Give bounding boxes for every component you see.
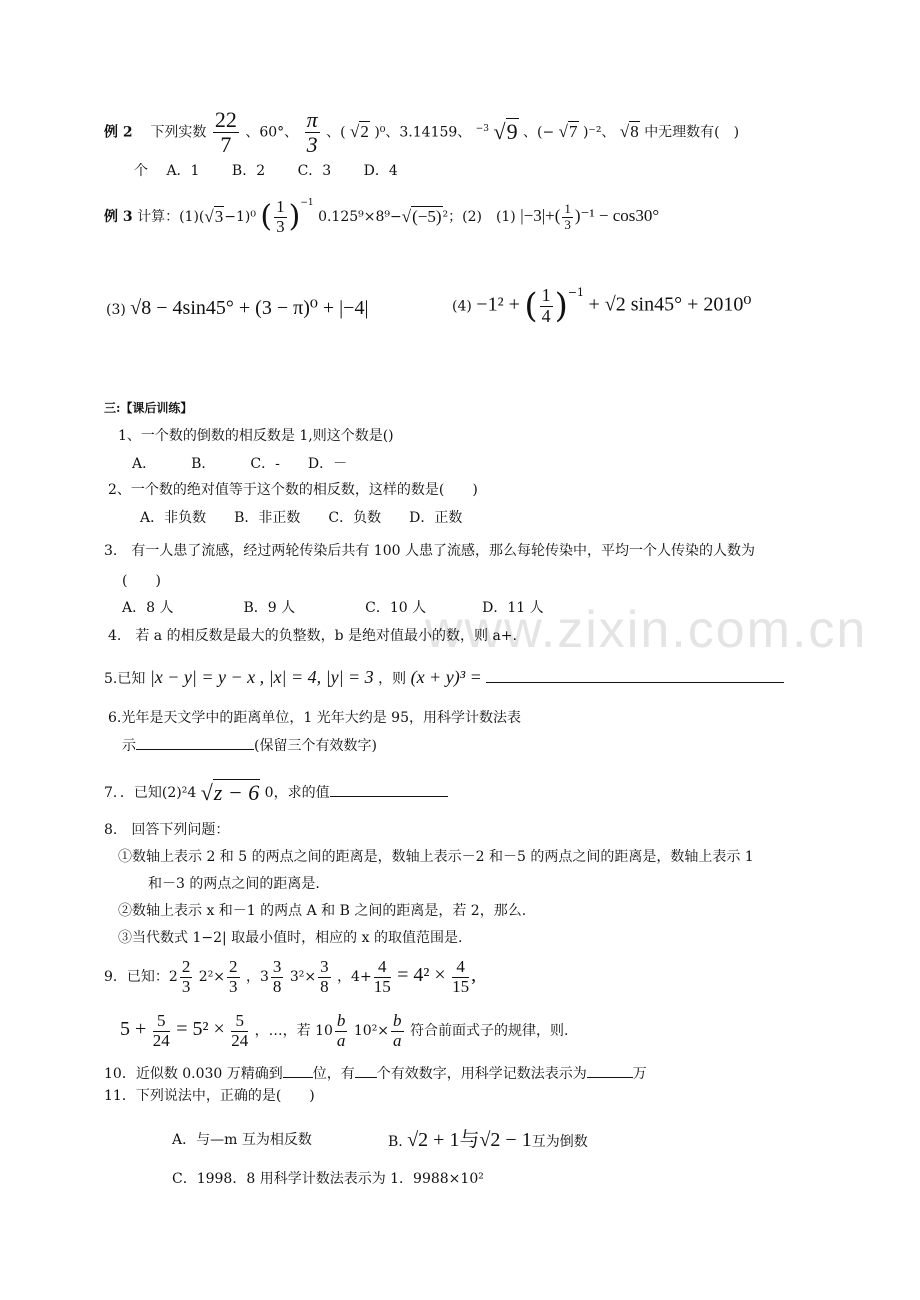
example-3-line1 xyxy=(104,198,659,236)
question-11-option-c: C．1998．8 用科学计数法表示为 1．9988×10² xyxy=(172,1171,484,1187)
sqrt-2: √2 xyxy=(350,122,369,142)
text: 5.已知 xyxy=(104,671,146,687)
text: ，则 xyxy=(378,671,407,687)
fraction: $\frac{5}{24}$ xyxy=(231,1011,249,1050)
sqrt-7: √7 xyxy=(558,122,578,142)
question-11-option-b xyxy=(388,1128,588,1152)
question-3-bracket: ( ) xyxy=(122,573,161,589)
question-4: 4. 若 a 的相反数是最大的负整数，b 是绝对值最小的数，则 a+. xyxy=(108,628,517,644)
part-label: (4) xyxy=(452,298,472,315)
part-label: (3) xyxy=(106,302,126,318)
paren: ( xyxy=(524,286,538,326)
text: 7．．已知(2)²4 xyxy=(104,785,197,802)
text: 互为倒数 xyxy=(531,1134,588,1150)
text: )⁻²、 xyxy=(582,124,616,141)
text: ，4+ xyxy=(337,969,372,986)
math-expression: |x − y| = y − x , |x| = 4, |y| = 3 xyxy=(149,667,374,687)
text: 3²× xyxy=(289,969,317,986)
text: 0，求的值 xyxy=(264,785,330,802)
exponent: −1 xyxy=(300,198,314,208)
question-11: 11．下列说法中，正确的是( ) xyxy=(104,1088,315,1104)
answer-blank[interactable] xyxy=(486,682,784,683)
question-6: 6.光年是天文学中的距离单位，1 光年大约是 95，用科学计数法表 xyxy=(108,710,521,726)
section-header: 三:【课后训练】 xyxy=(104,401,193,415)
question-6-line2 xyxy=(122,738,377,755)
question-1: 1、一个数的倒数的相反数是 1,则这个数是() xyxy=(118,428,394,444)
math-expression: √2 + 1与√2 − 1 xyxy=(407,1129,532,1151)
text: 2²× xyxy=(198,969,226,986)
example-label: 例 3 xyxy=(104,209,133,226)
answer-blank[interactable] xyxy=(330,796,448,797)
fraction: $\frac{3}{8}$ xyxy=(272,957,282,996)
fraction: $\frac{4}{15}$ xyxy=(452,957,470,996)
text: 9．已知：2 xyxy=(104,969,178,986)
question-11-option-a: A．与—m 互为相反数 xyxy=(172,1132,312,1148)
text: 个有效数字，用科学记数法表示为 xyxy=(376,1066,587,1082)
text: (保留三个有效数字) xyxy=(254,738,377,754)
text: 、( xyxy=(326,124,346,141)
watermark: www.zixin.com.cn xyxy=(425,601,868,659)
text: 10．近似数 0.030 万精确到 xyxy=(104,1066,283,1082)
fraction: $\frac{4}{15}$ xyxy=(373,957,391,996)
fraction-1-3: $\frac{1}{3}$ xyxy=(564,201,571,232)
sqrt-8: √8 xyxy=(619,122,639,142)
math-expression: −1² + xyxy=(476,293,520,316)
answer-blank[interactable] xyxy=(136,749,254,750)
sqrt-3: √3 xyxy=(204,206,224,226)
text: 示 xyxy=(122,738,136,754)
paren: ) xyxy=(288,199,301,235)
example-3-line2b xyxy=(452,286,751,327)
answer-blank[interactable] xyxy=(587,1077,633,1078)
answer-blank[interactable] xyxy=(283,1077,313,1078)
text: 万 xyxy=(632,1066,647,1082)
math-text: 5 + xyxy=(120,1018,147,1041)
sqrt-z-minus-6: √z − 6 xyxy=(200,780,260,805)
question-9-line1 xyxy=(104,958,476,996)
math-expression: + √2 sin45° + 2010⁰ xyxy=(588,293,752,316)
question-8-part1-cont: 和－3 的两点之间的距离是. xyxy=(148,876,320,892)
fraction: $\frac{2}{3}$ xyxy=(181,957,191,996)
question-8-part1: ①数轴上表示 2 和 5 的两点之间的距离是，数轴上表示－2 和－5 的两点之间的距离是，数轴上表示 1 xyxy=(118,849,754,865)
fraction-pi-3: $\frac{\pi}{3}$ xyxy=(306,107,318,158)
fraction: $\frac{2}{3}$ xyxy=(229,957,238,996)
question-5 xyxy=(104,667,784,689)
fraction-1-3: $\frac{1}{3}$ xyxy=(276,197,285,236)
paren: ( xyxy=(260,199,273,235)
text: 下列实数 xyxy=(150,124,207,141)
text: 位，有 xyxy=(312,1066,355,1082)
text: 10²× xyxy=(353,1023,390,1040)
text: 符合前面式子的规律，则. xyxy=(410,1023,569,1040)
text: 中无理数有( ) xyxy=(644,124,740,141)
text: ²；(2) (1) xyxy=(442,209,516,226)
answer-blank[interactable] xyxy=(355,1077,377,1078)
text: )⁰、3.14159、 xyxy=(374,124,472,141)
question-7 xyxy=(104,780,448,806)
fraction-b-a: $\frac{b}{a}$ xyxy=(336,1011,346,1050)
text: ，…，若 10 xyxy=(254,1023,333,1040)
question-1-options: A． B． C．- D．－ xyxy=(132,456,348,472)
question-8-part3: ③当代数式 1−2| 取最小值时，相应的 x 的取值范围是. xyxy=(118,930,463,946)
text: ，3 xyxy=(245,969,269,986)
root-9: √9 xyxy=(493,119,518,145)
math-abs: |−3|+( xyxy=(520,206,561,226)
text: 计算：(1)( xyxy=(137,209,205,226)
math-text: = 4² × xyxy=(397,964,446,987)
root-index: −3 xyxy=(475,124,490,135)
fraction-22-7: $\frac{22}{7}$ xyxy=(214,107,237,158)
math-text: )⁻¹ − cos30° xyxy=(574,206,660,226)
example-2-options: 个 A．1 B．2 C．3 D．4 xyxy=(134,163,398,179)
question-10 xyxy=(104,1066,647,1083)
text: 、60°、 xyxy=(245,124,299,141)
paren: ) xyxy=(554,286,568,326)
example-label: 例 2 xyxy=(104,124,133,141)
fraction: $\frac{3}{8}$ xyxy=(320,957,329,996)
math-expression: √8 − 4sin45° + (3 − π)⁰ + |−4| xyxy=(130,297,369,319)
question-8: 8. 回答下列问题： xyxy=(104,822,230,838)
question-8-part2: ②数轴上表示 x 和－1 的两点 A 和 B 之间的距离是，若 2，那么. xyxy=(118,903,527,919)
example-2-line1 xyxy=(104,108,739,157)
math-text: = 5² × xyxy=(176,1018,225,1041)
question-9-line2 xyxy=(120,1012,568,1050)
text: B. xyxy=(388,1134,403,1150)
text: −1)⁰ xyxy=(224,209,256,226)
math-expression: (x + y)³ = xyxy=(410,667,482,687)
fraction-1-4: $\frac{1}{4}$ xyxy=(541,285,551,326)
question-2-options: A．非负数 B．非正数 C．负数 D．正数 xyxy=(140,510,463,526)
text: 0.125⁹×8⁹− xyxy=(318,209,402,226)
question-3: 3. 有一人患了流感，经过两轮传染后共有 100 人患了流感，那么每轮传染中，平均一个人传染的人数为 xyxy=(104,543,755,559)
fraction-b-a: $\frac{b}{a}$ xyxy=(393,1011,402,1050)
question-2: 2、一个数的绝对值等于这个数的相反数，这样的数是( ) xyxy=(108,482,478,498)
fraction: $\frac{5}{24}$ xyxy=(152,1011,170,1050)
example-3-line2 xyxy=(106,296,368,320)
math-text: , xyxy=(471,964,477,987)
text: 、(− xyxy=(523,124,555,141)
exponent: −1 xyxy=(567,286,585,299)
question-3-options: A．8 人 B．9 人 C．10 人 D．11 人 xyxy=(122,600,544,616)
sqrt-minus5: √(−5) xyxy=(401,206,442,226)
